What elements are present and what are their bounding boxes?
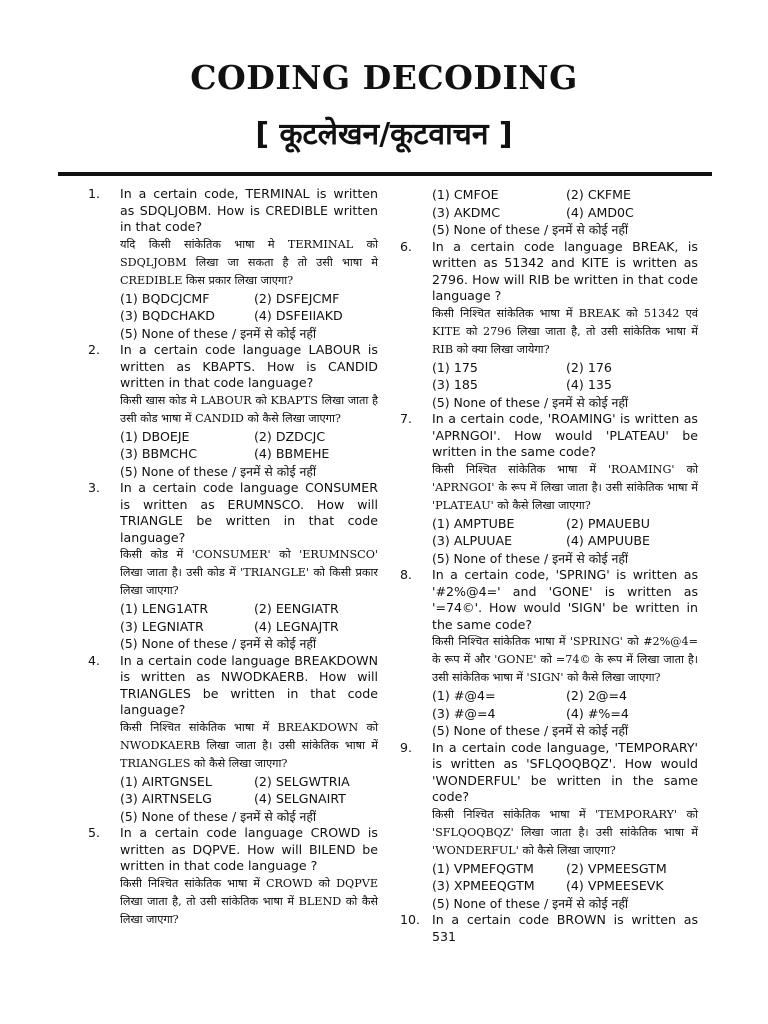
question-item [400, 567, 698, 740]
carried-over-options [400, 186, 698, 239]
answer-option: (4) AMD0C [566, 204, 634, 220]
answer-options [432, 186, 698, 221]
question-text-hindi: किसी कोड में 'CONSUMER' को 'ERUMNSCO' लिखा जाता है। उसी कोड में 'TRIANGLE' को किसी प्रकार लिखा जाएगा? [120, 548, 378, 597]
answer-option: (3) XPMEEQGTM [432, 878, 535, 893]
question-item [400, 912, 698, 945]
question-text-hindi: किसी निश्चित सांकेतिक भाषा में 'TEMPORARY' को 'SFLQOQBQZ' लिखा जाता है। उसी सांकेतिक भाषा में 'WONDERFUL' को कैसे लिखा जाएगा? [432, 807, 698, 857]
answer-option-none: (5) None of these / इनमें से कोई नहीं [432, 222, 629, 237]
answer-option-none: (5) None of these / इनमें से कोई नहीं [120, 463, 317, 479]
answer-option: (2) 2@=4 [566, 688, 628, 703]
answer-option: (3) 185 [432, 377, 478, 392]
answer-options [432, 515, 698, 550]
answer-option-none: (5) None of these / इनमें से कोई नहीं [432, 550, 629, 566]
answer-option-none: (5) None of these / इनमें से कोई नहीं [120, 325, 317, 341]
question-text-english: In a certain code language CONSUMER is written as ERUMNSCO. How will TRIANGLE be written in that code language? [120, 480, 378, 545]
answer-option-none: (5) None of these / इनमें से कोई नहीं [432, 394, 629, 410]
question-text-english: In a certain code, 'SPRING' is written as '#2%@4=' and 'GONE' is written as '=74©'. How would 'SIGN' be written in the same code? [432, 567, 698, 632]
answer-option: (2) PMAUEBU [566, 515, 650, 531]
answer-option: (1) AMPTUBE [432, 515, 515, 531]
question-number: 7. [400, 411, 413, 426]
question-text-english: In a certain code language BREAKDOWN is written as NWODKAERB. How will TRIANGLES be written in that code language? [120, 652, 378, 717]
answer-option: (4) #%=4 [566, 705, 629, 721]
question-number: 6. [400, 238, 413, 254]
answer-option: (3) BQDCHAKD [120, 308, 215, 323]
answer-option: (3) ALPUUAE [432, 533, 513, 548]
answer-option: (4) DSFEIIAKD [254, 308, 343, 323]
question-text-english: In a certain code language, 'TEMPORARY' is written as 'SFLQOQBQZ'. How would 'WONDERFUL' be written in the same code? [432, 739, 698, 804]
answer-option: (4) VPMEESEVK [566, 878, 664, 893]
answer-options [432, 687, 698, 722]
question-text-english: In a certain code, 'ROAMING' is written as 'APRNGOI'. How would 'PLATEAU' be written in the same code? [432, 411, 698, 459]
answer-options [120, 600, 378, 635]
answer-option: (2) CKFME [566, 187, 631, 202]
answer-options [120, 773, 378, 808]
answer-option: (3) AIRTNSELG [120, 791, 212, 806]
question-item [88, 653, 378, 826]
answer-option: (1) CMFOE [432, 187, 499, 202]
question-text-hindi: किसी निश्चित सांकेतिक भाषा में BREAK को 51342 एवं KITE को 2796 लिखा जाता है, तो उसी सांकेतिक भाषा में RIB को क्या लिखा जायेगा? [432, 306, 698, 356]
page-subtitle: [ कूटलेखन/कूटवाचन ] [255, 117, 513, 152]
question-number: 8. [400, 567, 413, 582]
question-text-hindi: किसी निश्चित सांकेतिक भाषा में BREAKDOWN को NWODKAERB लिखा जाता है। उसी सांकेतिक भाषा में TRIANGLES को कैसे लिखा जाएगा? [120, 720, 378, 770]
answer-options [120, 290, 378, 325]
question-number: 5. [88, 825, 101, 840]
answer-option: (1) DBOEJE [120, 428, 190, 444]
answer-option-none: (5) None of these / इनमें से कोई नहीं [432, 723, 629, 738]
answer-option: (1) VPMEFQGTM [432, 860, 534, 876]
answer-option: (2) EENGIATR [254, 601, 339, 616]
answer-option-none: (5) None of these / इनमें से कोई नहीं [120, 808, 317, 824]
answer-option: (2) SELGWTRIA [254, 773, 350, 789]
answer-option: (2) 176 [566, 359, 612, 375]
answer-option: (4) 135 [566, 377, 612, 392]
answer-option: (3) AKDMC [432, 204, 501, 220]
answer-option: (4) BBMEHE [254, 446, 330, 461]
question-number: 10. [400, 912, 421, 927]
question-text-english: In a certain code language CROWD is written as DQPVE. How will BILEND be written in that code language ? [120, 825, 378, 873]
question-text-english: In a certain code, TERMINAL is written as SDQLJOBM. How is CREDIBLE written in that code? [120, 186, 378, 234]
answer-option: (1) LENG1ATR [120, 601, 209, 616]
question-item [88, 480, 378, 653]
answer-option: (3) BBMCHC [120, 446, 198, 461]
answer-option: (3) LEGNIATR [120, 618, 204, 634]
question-item [400, 411, 698, 567]
question-item [88, 825, 378, 929]
question-number: 1. [88, 186, 101, 201]
question-text-english: In a certain code language LABOUR is written as KBAPTS. How is CANDID written in that code language? [120, 342, 378, 390]
question-text-english: In a certain code BROWN is written as 531 [432, 912, 698, 944]
question-text-hindi: किसी निश्चित सांकेतिक भाषा में 'ROAMING' को 'APRNGOI' के रूप में लिखा जाता है। उसी सांकेतिक भाषा में 'PLATEAU' को कैसे लिखा जाएगा? [432, 462, 698, 512]
answer-option: (1) BQDCJCMF [120, 290, 210, 306]
answer-option: (4) LEGNAJTR [254, 618, 339, 634]
left-column [88, 186, 378, 929]
header-rule [58, 172, 712, 176]
question-text-hindi: यदि किसी सांकेतिक भाषा मे TERMINAL को SDQLJOBM लिखा जा सकता है तो उसी भाषा मे CREDIBLE किस प्रकार लिखा जाएगा? [120, 237, 378, 287]
answer-option-none: (5) None of these / इनमें से कोई नहीं [120, 636, 317, 651]
question-item [400, 239, 698, 412]
right-column [400, 186, 698, 945]
question-item [88, 342, 378, 480]
answer-option: (1) 175 [432, 359, 478, 375]
answer-option: (1) AIRTGNSEL [120, 773, 212, 789]
answer-options [120, 428, 378, 463]
answer-option: (2) VPMEESGTM [566, 860, 667, 876]
answer-options [432, 860, 698, 895]
answer-option: (3) #@=4 [432, 705, 496, 721]
question-item [88, 186, 378, 342]
page-title: CODING DECODING [190, 58, 578, 97]
answer-option: (4) AMPUUBE [566, 533, 650, 548]
answer-option: (2) DSFEJCMF [254, 290, 340, 306]
answer-option: (1) #@4= [432, 688, 496, 703]
question-number: 3. [88, 480, 101, 495]
answer-option-none: (5) None of these / इनमें से कोई नहीं [432, 895, 629, 911]
answer-option: (4) SELGNAIRT [254, 791, 346, 806]
answer-option: (2) DZDCJC [254, 428, 326, 444]
question-text-hindi: किसी निश्चित सांकेतिक भाषा में 'SPRING' को #2%@4= के रूप में और 'GONE' को =74© के रूप में लिखा जाता है। उसी सांकेतिक भाषा में 'SIGN' को कैसे लिखा जाएगा? [432, 635, 698, 684]
answer-options [432, 359, 698, 394]
question-number: 4. [88, 652, 101, 668]
question-item [400, 740, 698, 913]
question-text-english: In a certain code language BREAK, is written as 51342 and KITE is written as 2796. How will RIB be written in that code language ? [432, 238, 698, 303]
question-text-hindi: किसी निश्चित सांकेतिक भाषा में CROWD को DQPVE लिखा जाता है, तो उसी सांकेतिक भाषा में BLEND को कैसे लिखा जाएगा? [120, 876, 378, 926]
question-text-hindi: किसी खास कोड मे LABOUR को KBAPTS लिखा जाता है उसी कोड भाषा में CANDID को कैसे लिखा जाएगा? [120, 393, 378, 425]
question-number: 2. [88, 342, 101, 357]
question-number: 9. [400, 739, 413, 755]
